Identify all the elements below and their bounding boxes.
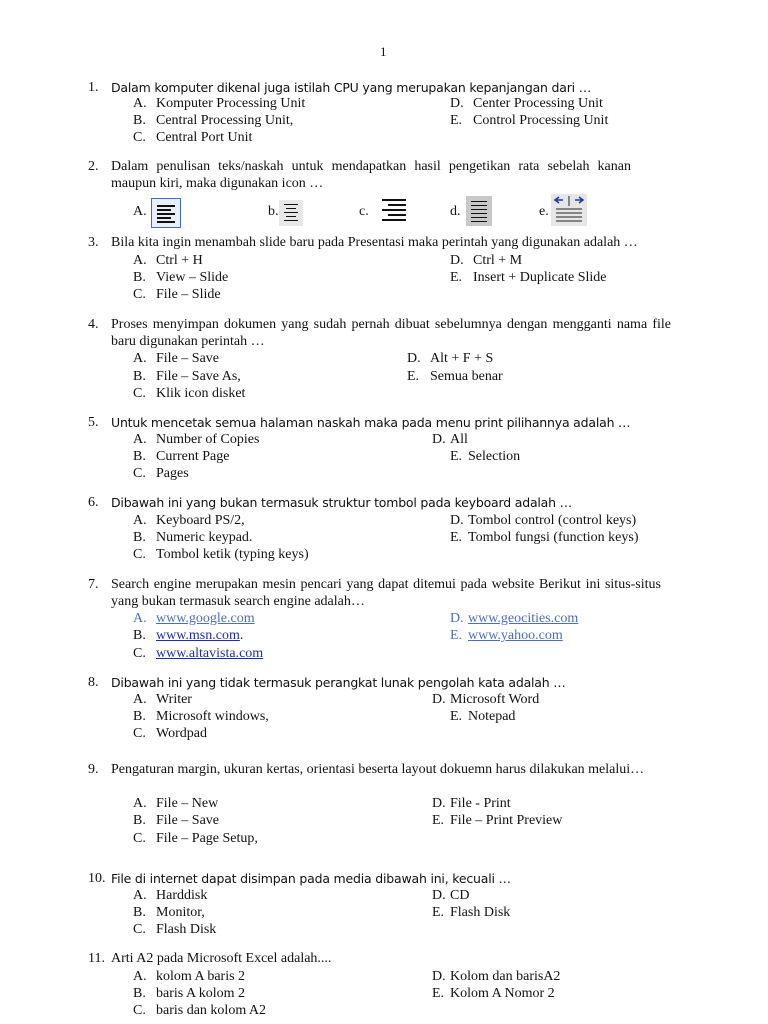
column-width-icon — [551, 194, 587, 226]
question-number: 7. — [88, 577, 99, 592]
question-number: 8. — [88, 675, 99, 690]
option-b: B. File – Save — [133, 813, 219, 828]
option-b: B. File – Save As, — [133, 369, 241, 384]
option-a: A. Number of Copies — [133, 432, 260, 447]
question-number: 5. — [88, 415, 99, 430]
question-number: 4. — [88, 317, 99, 332]
option-e: E. Selection — [450, 449, 521, 464]
option-c: C. File – Slide — [133, 287, 221, 302]
option-d: D. Ctrl + M — [450, 253, 523, 268]
option-b-label: b. — [268, 204, 279, 219]
question-stem: Dalam komputer dikenal juga istilah CPU yang merupakan kepanjangan dari … — [111, 80, 592, 95]
question-stem: Dalam penulisan teks/naskah untuk mendapatkan hasil pengetikan rata sebelah kanan maupun kiri, maka digunakan icon … — [111, 159, 631, 191]
option-e: E. File – Print Preview — [432, 813, 563, 828]
question-stem: Search engine merupakan mesin pencari yang dapat ditemui pada website Berikut ini situs-situs yang bukan termasuk search engine adalah… — [111, 577, 661, 609]
option-c: C. Flash Disk — [133, 922, 217, 937]
option-d: D. Tombol control (control keys) — [450, 513, 637, 528]
option-b: B. Current Page — [133, 449, 230, 464]
question-stem: Untuk mencetak semua halaman naskah maka pada menu print pilihannya adalah … — [111, 415, 631, 430]
align-center-icon — [279, 200, 303, 226]
option-a-link[interactable]: A. www.google.com — [133, 611, 255, 626]
question-stem: Dibawah ini yang tidak termasuk perangkat lunak pengolah kata adalah … — [111, 675, 566, 690]
option-a: A. Keyboard PS/2, — [133, 513, 245, 528]
option-a: A. Ctrl + H — [133, 253, 203, 268]
option-c-label: c. — [359, 204, 369, 219]
option-b-link[interactable]: B. www.msn.com. — [133, 628, 244, 643]
option-b: B. View – Slide — [133, 270, 229, 285]
option-a-label: A. — [133, 204, 147, 219]
option-e: E. Kolom A Nomor 2 — [432, 986, 555, 1001]
option-c-link[interactable]: C. www.altavista.com — [133, 646, 264, 661]
option-d: D. Microsoft Word — [432, 692, 540, 707]
option-c: C. File – Page Setup, — [133, 831, 258, 846]
question-stem: Pengaturan margin, ukuran kertas, orientasi beserta layout dokuemn harus dilakukan melalui… — [111, 762, 645, 777]
option-e: E. Insert + Duplicate Slide — [450, 270, 607, 285]
option-d: D. All — [432, 432, 468, 447]
question-number: 9. — [88, 762, 99, 777]
option-e: E. Control Processing Unit — [450, 113, 609, 128]
option-b: B. Central Processing Unit, — [133, 113, 294, 128]
option-d: D. File - Print — [432, 796, 511, 811]
option-e-label: e. — [539, 204, 549, 219]
option-c: C. baris dan kolom A2 — [133, 1003, 267, 1018]
option-b: B. Numeric keypad. — [133, 530, 253, 545]
question-stem: File di internet dapat disimpan pada media dibawah ini, kecuali … — [111, 871, 511, 886]
option-d: D. Alt + F + S — [407, 351, 494, 366]
question-stem: Bila kita ingin menambah slide baru pada Presentasi maka perintah yang digunakan adalah … — [111, 235, 638, 250]
option-c: C. Wordpad — [133, 726, 207, 741]
option-c: C. Klik icon disket — [133, 386, 246, 401]
option-a: A. Writer — [133, 692, 192, 707]
question-number: 3. — [88, 235, 99, 250]
option-a: A. kolom A baris 2 — [133, 969, 246, 984]
option-c: C. Central Port Unit — [133, 130, 253, 145]
option-e: E. Tombol fungsi (function keys) — [450, 530, 639, 545]
icon-options-row — [0, 194, 768, 230]
option-a: A. Komputer Processing Unit — [133, 96, 306, 111]
option-c: C. Tombol ketik (typing keys) — [133, 547, 309, 562]
option-e: E. Flash Disk — [432, 905, 511, 920]
option-d: D. Kolom dan barisA2 — [432, 969, 561, 984]
option-d-link[interactable]: D. www.geocities.com — [450, 611, 579, 626]
question-number: 10. — [88, 871, 106, 886]
question-number: 1. — [88, 80, 99, 95]
page-number: 1 — [380, 44, 387, 59]
option-d-label: d. — [450, 204, 461, 219]
question-stem: Arti A2 pada Microsoft Excel adalah.... — [111, 951, 332, 966]
option-a: A. File – New — [133, 796, 219, 811]
justify-icon — [466, 196, 492, 226]
option-e-link[interactable]: E. www.yahoo.com — [450, 628, 563, 643]
option-e: E. Notepad — [450, 709, 516, 724]
question-number: 2. — [88, 159, 99, 174]
option-d: D. Center Processing Unit — [450, 96, 603, 111]
option-a: A. Harddisk — [133, 888, 208, 903]
question-number: 6. — [88, 495, 99, 510]
question-stem: Proses menyimpan dokumen yang sudah pernah dibuat sebelumnya dengan mengganti nama file baru digunakan perintah … — [111, 317, 671, 349]
option-b: B. Microsoft windows, — [133, 709, 269, 724]
option-c: C. Pages — [133, 466, 189, 481]
align-right-icon — [378, 196, 408, 226]
option-e: E. Semua benar — [407, 369, 503, 384]
question-number: 11. — [88, 951, 105, 966]
option-d: D. CD — [432, 888, 470, 903]
option-b: B. Monitor, — [133, 905, 205, 920]
option-a: A. File – Save — [133, 351, 219, 366]
question-stem: Dibawah ini yang bukan termasuk struktur tombol pada keyboard adalah … — [111, 495, 572, 510]
align-left-icon — [151, 198, 181, 228]
option-b: B. baris A kolom 2 — [133, 986, 246, 1001]
